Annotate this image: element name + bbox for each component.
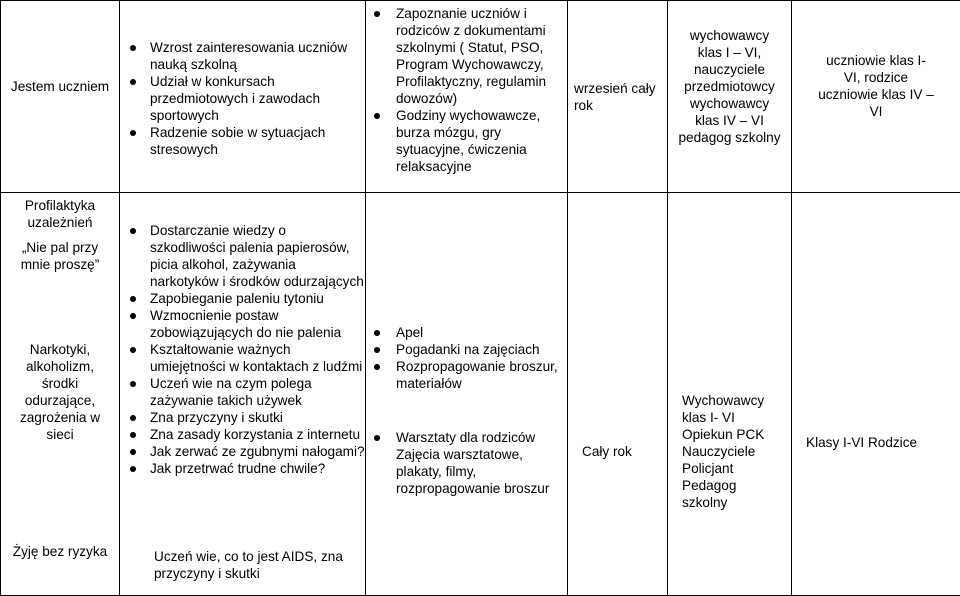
goals-extra-2: Uczeń wie, co to jest AIDS, zna przyczyny i skutki	[154, 549, 343, 581]
topic-motto-2: Żyję bez ryzyka	[12, 544, 108, 559]
cell-audience-1	[792, 1, 960, 193]
list-item	[120, 409, 365, 426]
topic-title-2: Profilaktyka uzależnień	[24, 198, 96, 230]
list-item-text: Jak przetrwać trudne chwile?	[150, 461, 326, 476]
bullet-icon	[130, 347, 136, 353]
bullet-icon	[374, 435, 380, 441]
bullet-icon	[130, 228, 136, 234]
methods-list-2b	[366, 429, 567, 497]
list-item	[366, 341, 563, 358]
list-item	[120, 73, 365, 124]
cell-goals-1	[120, 1, 366, 193]
list-item	[120, 375, 365, 409]
term-2: Cały rok	[582, 444, 632, 459]
bullet-icon	[374, 347, 380, 353]
list-item-text: Kształtowanie ważnych umiejętności w kontaktach z ludźmi	[150, 342, 363, 374]
cell-topic-2	[1, 193, 120, 596]
term-1: wrzesień cały rok	[574, 81, 656, 113]
bullet-icon	[374, 330, 380, 336]
methods-list-2a	[366, 324, 567, 392]
list-item	[366, 358, 563, 392]
bullet-icon	[374, 113, 380, 119]
cell-audience-2	[792, 193, 960, 596]
bullet-icon	[374, 11, 380, 17]
bullet-icon	[130, 79, 136, 85]
goals-list-1	[120, 39, 365, 158]
topic-title-1: Jestem uczniem	[10, 79, 110, 94]
list-item-text: Zna zasady korzystania z internetu	[150, 427, 361, 442]
table-row	[1, 193, 960, 596]
cell-term-1	[568, 1, 668, 193]
audience-1: uczniowie klas I- VI, rodzice uczniowie klas IV – VI	[818, 53, 934, 119]
responsible-1: wychowawcy klas I – VI, nauczyciele przedmiotowcy wychowawcy klas IV – VI pedagog szkolny	[678, 28, 781, 145]
list-item	[120, 426, 365, 443]
methods-list-1	[366, 5, 567, 175]
cell-methods-2	[366, 193, 568, 596]
table-row	[1, 1, 960, 193]
list-item	[120, 307, 365, 341]
list-item	[120, 460, 365, 477]
list-item-text: Godziny wychowawcze, burza mózgu, gry sytuacyjne, ćwiczenia relaksacyjne	[396, 108, 541, 174]
cell-goals-2	[120, 193, 366, 596]
list-item	[120, 124, 365, 158]
list-item	[366, 107, 567, 175]
list-item-text: Rozpropagowanie broszur, materiałów	[396, 359, 558, 391]
list-item-text: Warsztaty dla rodziców Zajęcia warsztatowe, plakaty, filmy, rozpropagowanie broszur	[396, 430, 550, 496]
bullet-icon	[130, 432, 136, 438]
list-item-text: Wzmocnienie postaw zobowiązujących do nie palenia	[150, 308, 342, 340]
bullet-icon	[130, 449, 136, 455]
topic-quote-2: „Nie pal przy mnie proszę”	[20, 240, 100, 272]
topic-list-2: Narkotyki, alkoholizm, środki odurzające, zagrożenia w sieci	[19, 342, 101, 442]
bullet-icon	[374, 364, 380, 370]
list-item-text: Zapobieganie paleniu tytoniu	[150, 291, 324, 306]
bullet-icon	[130, 313, 136, 319]
cell-topic-1	[1, 1, 120, 193]
list-item-text: Radzenie sobie w sytuacjach stresowych	[150, 125, 326, 157]
bullet-icon	[130, 296, 136, 302]
cell-responsible-1	[668, 1, 792, 193]
list-item-text: Zapoznanie uczniów i rodziców z dokumentami szkolnymi ( Statut, PSO, Program Wychowawczy, Profilaktyczny, regulamin dowozów)	[396, 6, 547, 106]
list-item-text: Jak zerwać ze zgubnymi nałogami?	[150, 444, 365, 459]
cell-methods-1	[366, 1, 568, 193]
list-item-text: Pogadanki na zajęciach	[396, 342, 540, 357]
cell-responsible-2	[668, 193, 792, 596]
list-item-text: Wzrost zainteresowania uczniów nauką szkolną	[150, 40, 348, 72]
list-item-text: Apel	[396, 325, 424, 340]
list-item	[120, 290, 365, 307]
list-item	[366, 5, 567, 107]
list-item-text: Uczeń wie na czym polega zażywanie takich używek	[150, 376, 312, 408]
list-item	[120, 443, 365, 460]
list-item-text: Udział w konkursach przedmiotowych i zawodach sportowych	[150, 74, 321, 123]
bullet-icon	[130, 466, 136, 472]
list-item	[120, 39, 365, 73]
list-item	[120, 341, 365, 375]
bullet-icon	[130, 130, 136, 136]
bullet-icon	[130, 381, 136, 387]
bullet-icon	[130, 45, 136, 51]
bullet-icon	[130, 415, 136, 421]
list-item	[366, 429, 563, 497]
goals-list-2	[120, 222, 365, 477]
responsible-2: Wychowawcy klas I- VI Opiekun PCK Nauczyciele Policjant Pedagog szkolny	[682, 393, 765, 510]
audience-2: Klasy I-VI Rodzice	[806, 435, 918, 450]
list-item	[120, 222, 365, 290]
list-item-text: Dostarczanie wiedzy o szkodliwości palenia papierosów, picia alkohol, zażywania narkotyków i środków odurzających	[150, 223, 364, 289]
list-item-text: Zna przyczyny i skutki	[150, 410, 283, 425]
list-item	[366, 324, 563, 341]
cell-term-2	[568, 193, 668, 596]
